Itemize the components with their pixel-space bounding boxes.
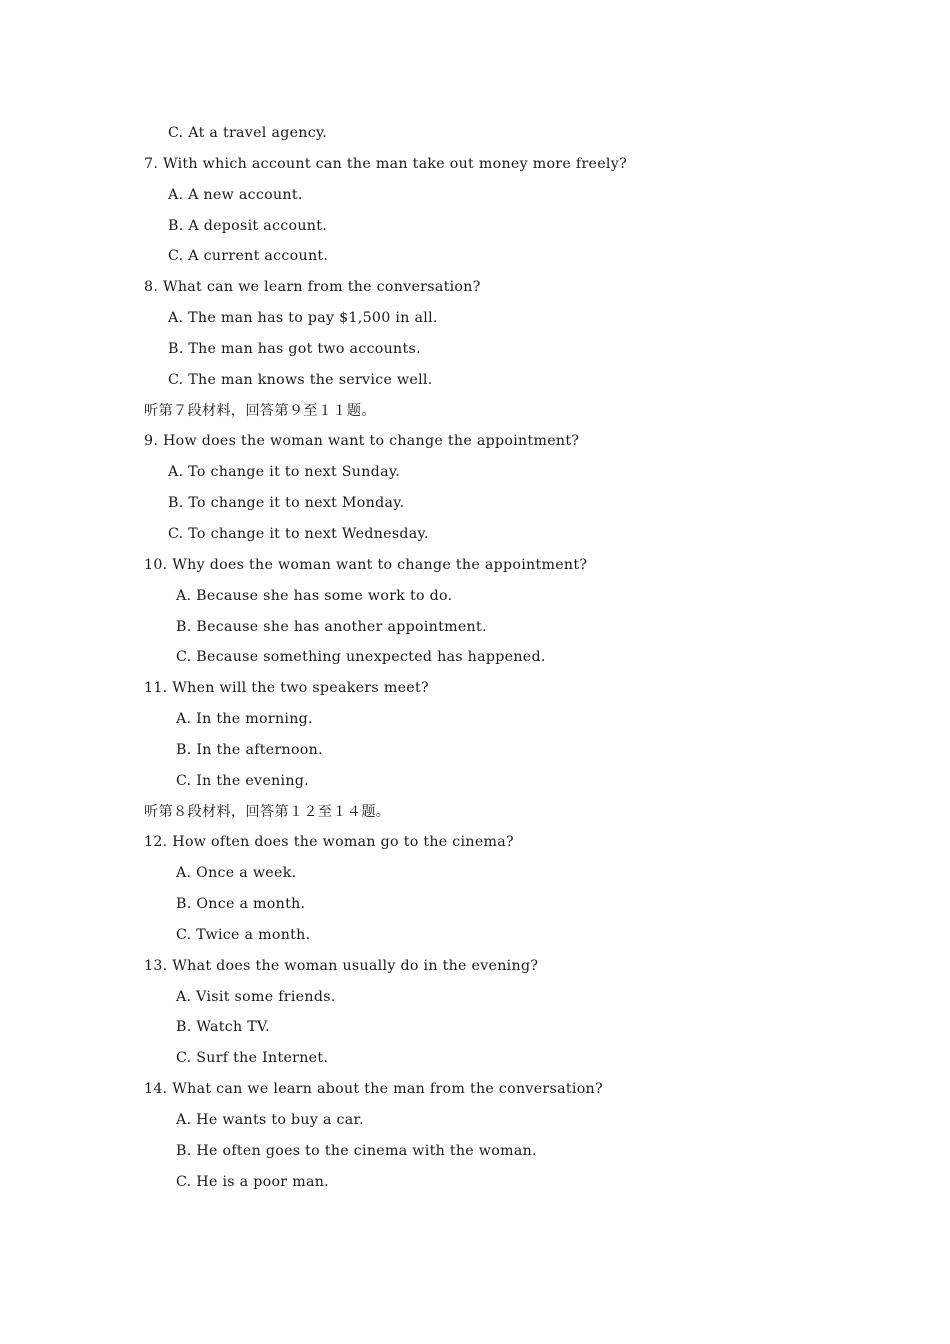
option-line: A. Because she has some work to do. — [176, 587, 453, 604]
question-8: 8. What can we learn from the conversation? — [144, 279, 481, 296]
document-page — [144, 118, 864, 1198]
option-line: B. Once a month. — [176, 896, 306, 913]
option-line: B. Because she has another appointment. — [176, 618, 487, 635]
option-line: B. To change it to next Monday. — [168, 495, 405, 512]
option-line: C. A current account. — [168, 248, 329, 265]
option-line: A. To change it to next Sunday. — [168, 464, 401, 481]
option-line: A. Once a week. — [176, 865, 297, 882]
option-line: C. In the evening. — [176, 772, 309, 789]
option-line: B. He often goes to the cinema with the woman. — [176, 1142, 537, 1159]
question-11: 11. When will the two speakers meet? — [144, 680, 429, 697]
question-13: 13. What does the woman usually do in the evening? — [144, 957, 539, 974]
option-line: C. Twice a month. — [176, 926, 311, 943]
option-line: C. Surf the Internet. — [176, 1050, 329, 1067]
option-line: B. The man has got two accounts. — [168, 340, 421, 357]
option-line: A. Visit some friends. — [176, 988, 336, 1005]
option-line: A. He wants to buy a car. — [176, 1112, 364, 1128]
section-instruction: 听第８段材料，回答第１２至１４题。 — [144, 803, 391, 820]
option-line: A. A new account. — [168, 186, 303, 203]
question-7: 7. With which account can the man take out money more freely? — [144, 155, 627, 172]
option-line: A. The man has to pay $1,500 in all. — [168, 310, 438, 327]
question-14: 14. What can we learn about the man from the conversation? — [144, 1081, 603, 1098]
option-line: C. To change it to next Wednesday. — [168, 525, 429, 542]
section-instruction: 听第７段材料，回答第９至１１题。 — [144, 402, 376, 419]
option-line: B. A deposit account. — [168, 217, 328, 234]
question-12: 12. How often does the woman go to the cinema? — [144, 834, 514, 851]
option-line: B. Watch TV. — [176, 1019, 270, 1036]
option-line: C. At a travel agency. — [168, 125, 328, 141]
option-line: C. He is a poor man. — [176, 1173, 329, 1190]
question-9: 9. How does the woman want to change the appointment? — [144, 433, 580, 450]
question-10: 10. Why does the woman want to change the appointment? — [144, 556, 588, 573]
option-line: C. The man knows the service well. — [168, 371, 433, 388]
option-line: A. In the morning. — [176, 711, 313, 728]
option-line: C. Because something unexpected has happened. — [176, 649, 546, 666]
option-line: B. In the afternoon. — [176, 741, 323, 758]
